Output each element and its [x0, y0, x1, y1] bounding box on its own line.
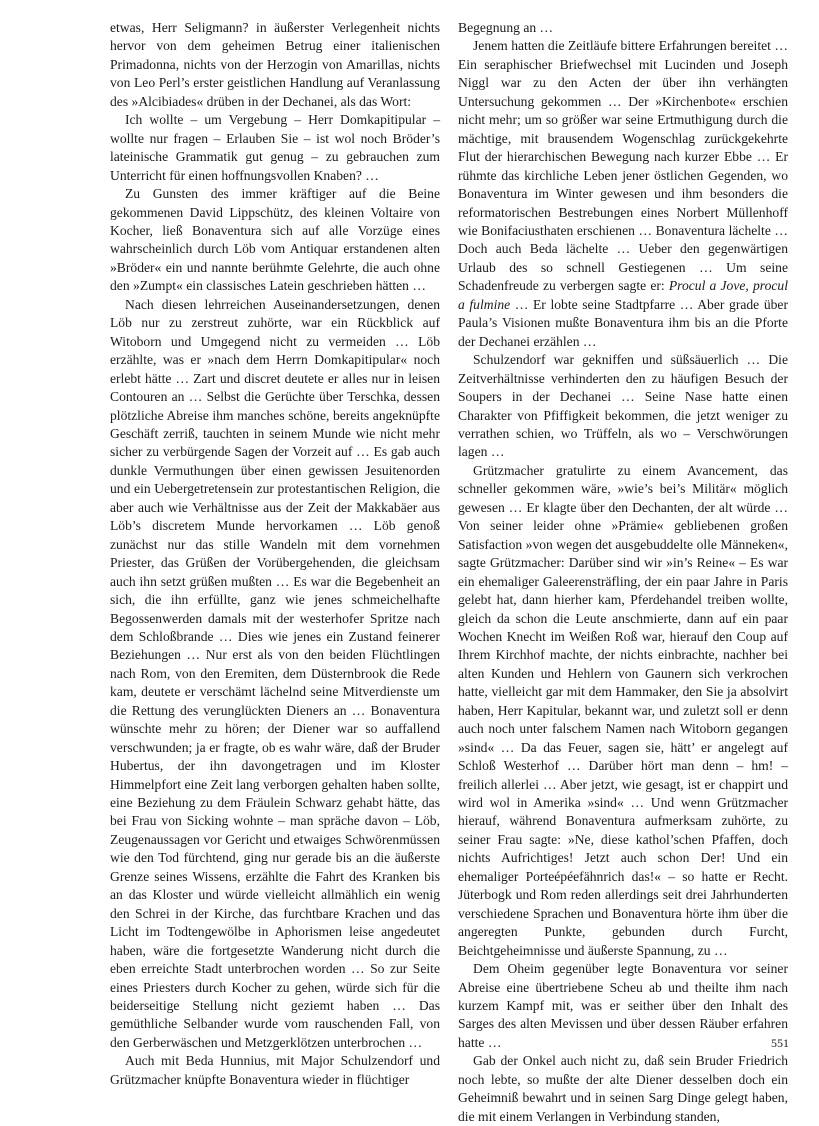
- page-number: 551: [771, 1036, 789, 1050]
- paragraph-text-tail: … Er lobte seine Stadtpfarre … Aber grade über Paula’s Visionen mußte Bonaventura ihm bis an die Pforte der Dechanei erzählen …: [458, 296, 788, 349]
- paragraph: Gab der Onkel auch nicht zu, daß sein Bruder Friedrich noch lebte, so mußte der alte Diener desselben doch ein Geheimniß bewahrt und in seinen Sarg Dinge gelegt haben, die mit einem Verlangen in Verbindung standen,: [458, 1053, 788, 1124]
- paragraph: Auch mit Beda Hunnius, mit Major Schulzendorf und Grützmacher knüpfte Bonaventura wieder in flüchtiger: [110, 1053, 440, 1087]
- paragraph: Grützmacher gratulirte zu einem Avancement, das schneller gekommen wäre, »wie’s bei’s Militär« möglich gewesen … Er klagte über den Dechanten, der alt würde … Von seiner leider ohne »Prämie« gebliebenen großen Satisfaction »von wegen det ausgebuddelte olle Männeken«, sagte Grützmacher: Darüber sind wir »in’s Reine« – Es war ein ehemaliger Galeerensträfling, der ein paar Jahre in Paris gelebt hat, dann hierher kam, Pferdehandel treiben wollte, gleich da schon die Leute anschmierte, dann auf ein paar Wochen Knecht im Weißen Roß war, hierauf den Coup auf Ihrem Kirchhof machte, der nichts einbrachte, nachher bei alten Kunden und Hehlern von Gaunern sich verkrochen hatte, vielleicht gar mit dem Hammaker, den Sie ja absolvirt haben, Herr Kapitular, bekannt war, und zuletzt soll er denn auch noch unter falschem Namen nach Witoborn gegangen »sind« … Da das Feuer, sagen sie, hätt’ er angelegt auf Schloß Westerhof … Darüber hört man denn – hm! – freilich allerlei … Aber jetzt, wie gesagt, ist er chappirt und wird wol in Amerika »sind« … Und wenn Grützmacher hierauf, während Bonaventura aufmerksam zuhörte, zu seiner Frau sagte: »Ne, diese kathol’schen Pfaffen, doch nichts Aufrichtiges! Jetzt auch schon Der! Und ein ehemaliger Porteépéefähnrich das!« – so hatte er Recht. Jüterbogk und Rom reden allerdings seit drei Jahrhunderten verschiedene Sprachen und Bonaventura hörte ihm über die angeregten Punkte, gebunden durch Furcht, Beichtgeheimnisse und äußerste Spannung, zu …: [458, 462, 788, 958]
- paragraph: Nach diesen lehrreichen Auseinandersetzungen, denen Löb nur zu zerstreut zuhörte, war ein Rückblick auf Witoborn und Umgegend nicht zu vermeiden … Löb erzählte, was er »nach dem Herrn Domkapitipular« noch erlebt hätte … Zart und discret deutete er alles nur in leisen Contouren an … Selbst die Gerüchte über Terschka, dessen plötzliche Abreise ihm manches schöne, bereits angeknüpfte Geschäft zerriß, tauchten in seinem Munde wie nicht mehr sicher zu verbürgende Sagen der Vorzeit auf … Es gab auch dunkle Vermuthungen über einen gewissen Jesuitenorden und ein Uebergetretensein zur protestantischen Religion, die aber auch wie Verhältnisse aus der Zeit der Makkabäer aus Löb’s discretem Munde hervorkamen … Löb genoß zunächst nur das stille Wandeln mit dem vornehmen Priester, das Grüßen der Vorübergehenden, die gleichsam auch ihn setzt grüßen mußten … Es war die Begebenheit an sich, die ihn erfüllte, ganz wie jenes schmeichelhafte Begossenwerden damals mit der westerhofer Spritze nach dem Schloßbrande … Dies wie jenes ein Zustand feinerer Beziehungen … Nur erst als von den beiden Flüchtlingen nach Rom, von den Eremiten, dem Düsternbrook die Rede kam, deutete er verschämt lächelnd seine Mitverdienste um die Rettung des verunglückten Dieners an … Bonaventura wünschte mehr zu hören; der Diener war so auffallend verschwunden; ja er fragte, ob es wahr wäre, daß der Bruder Hubertus, der ihn davongetragen und im Kloster Himmelpfort eine Zeit lang verborgen gehalten haben sollte, eine Beziehung zu dem Fräulein Schwarz gehabt hätte, das bei Frau von Sicking wohnte – man spräche davon – Löb, Zeugenaussagen vor Gericht und etwaiges Schwörenmüssen wie den Tod fürchtend, ging nur gerade bis an die äußerste Grenze seines Wissens, erzählte die Fahrt des Kranken bis an das Kloster und würde vielleicht allmählich ein wenig den Schrei in der Kirche, das furchtbare Krachen und das Licht im Todtengewölbe in Aphorismen leise angedeutet haben, wäre die fortgesetzte Wanderung nicht durch die eben erreichte Stadt unterbrochen worden … So zur Seite eines Priesters durch Kocher zu gehen, würde sich für die beiderseitige Stellung nicht geziemt haben … Das gemüthliche Selbander wurde vom rauschenden Fall, von den Gerberwäschen und Metzgerklötzen unterbrochen …: [110, 296, 440, 1050]
- paragraph: Zu Gunsten des immer kräftiger auf die Beine gekommenen David Lippschütz, des kleinen Voltaire von Kocher, ließ Bonaventura sich auf alle Vorzüge eines wahrscheinlich durch Löb vom Antiquar erstandenen alten »Bröder« ein und nannte berühmte Gelehrte, die auch ohne den »Zumpt« ein classisches Latein geschrieben hätten …: [110, 186, 440, 294]
- paragraph-with-quote: [458, 37, 788, 351]
- paragraph: Ich wollte – um Vergebung – Herr Domkapitipular – wollte nur fragen – Erlauben Sie – ist wol noch Bröder’s lateinische Grammatik gut genug – zu gebrauchen zum Unterricht für einen hoffnungsvollen Knaben? …: [110, 112, 440, 183]
- latin-quote: Procul a Jove, procul a fulmine: [458, 278, 788, 312]
- paragraph: Begegnung an …: [458, 20, 554, 35]
- paragraph-text: Jenem hatten die Zeitläufe bittere Erfahrungen bereitet … Ein seraphischer Briefwechsel mit Lucinden und Joseph Niggl war zu den Acten der über ihn verhängten Untersuchung gekommen … Der »Kirchenbote« erschien nicht mehr; um so größer war seine Ertmuthigung durch die mächtige, mit brausendem Wogenschlag zurückgekehrte Flut der hierarchischen Bewegung nach kurzer Ebbe … Er rühmte das kirchliche Leben jener östlichen Gegenden, wo Bonaventura im Winter gewesen und ihm besonders die reformatorischen Bestrebungen eines Norbert Müllenhoff wie Bonifaciusthaten erschienen … Bonaventura lächelte … Doch auch Beda lächelte … Ueber den gegenwärtigen Urlaub des so schnell Gestiegenen … Um seine Schadenfreude zu verbergen sagte er:: [458, 38, 788, 294]
- paragraph: Dem Oheim gegenüber legte Bonaventura vor seiner Abreise eine übertriebene Scheu ab und theilte ihm nach kurzem Kampf mit, was er seither über den Inhalt des Sarges des alten Mevissen und über dessen Räuber erfahren hatte …: [458, 961, 788, 1050]
- left-text-column: [110, 19, 440, 1089]
- right-text-column: [458, 19, 788, 1126]
- paragraph: Schulzendorf war gekniffen und süßsäuerlich … Die Zeitverhältnisse verhinderten den zu häufigen Besuch der Soupers in der Dechanei … Seine Nase hatte einen Charakter von Pfiffigkeit bekommen, die jetzt weniger zu verrathen schien, wo Trüffeln, als wo – Verschwörungen lagen …: [458, 352, 788, 460]
- paragraph: etwas, Herr Seligmann? in äußerster Verlegenheit nichts hervor von dem geheimen Betrug einer italienischen Primadonna, nichts von der Herzogin von Amarillas, nichts von Leo Perl’s erster geistlichen Handlung auf Veranlassung des »Alcibiades« drüben in der Dechanei, als das Wort:: [110, 20, 440, 109]
